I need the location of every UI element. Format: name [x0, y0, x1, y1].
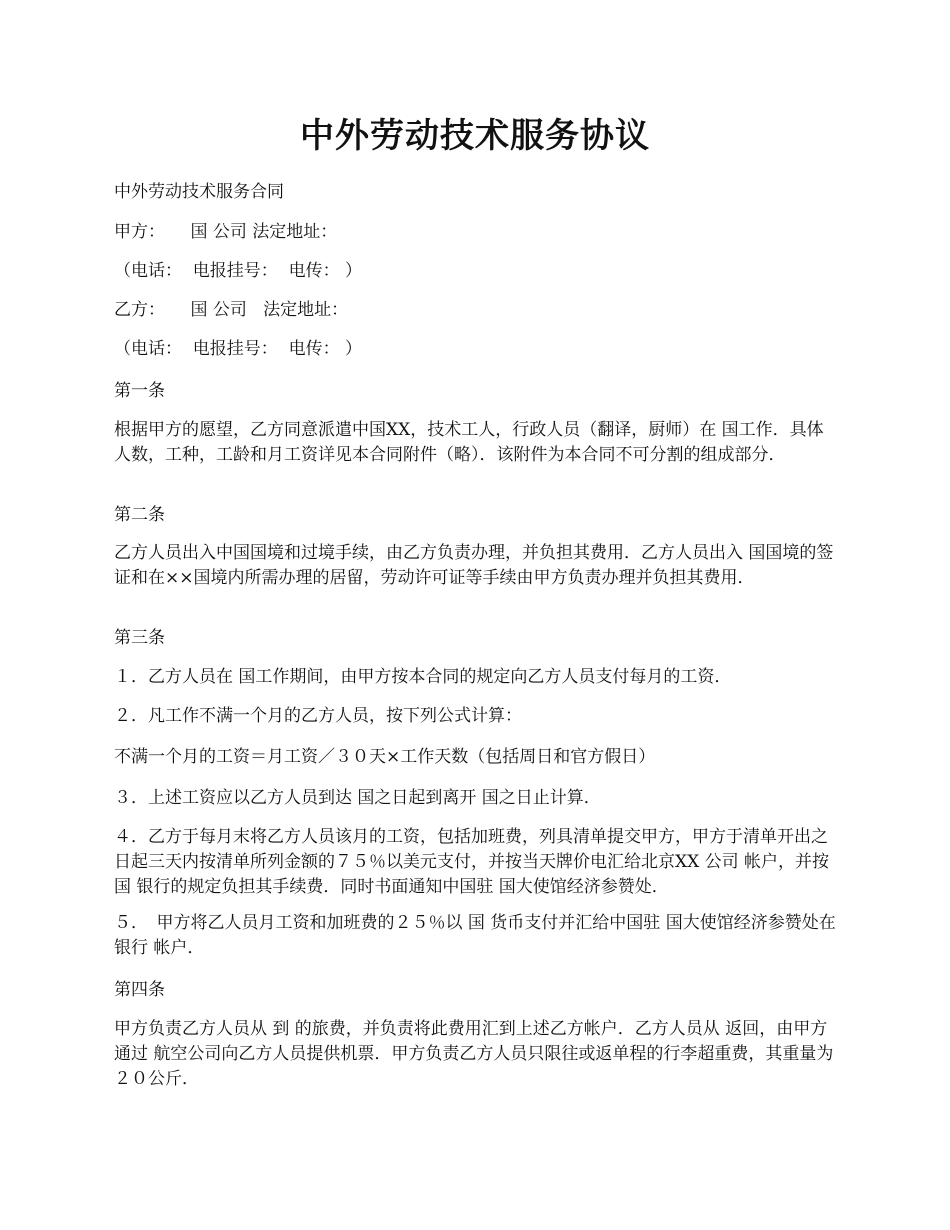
article-3-item-5: ５． 甲方将乙人员月工资和加班费的２５％以 国 货币支付并汇给中国驻 国大使馆经济参赞处在 银行 帐户． — [114, 913, 842, 958]
article-2-heading: 第二条 — [114, 505, 165, 525]
article-3-formula: 不满一个月的工资＝月工资／３０天×工作天数（包括周日和官方假日） — [114, 747, 656, 767]
article-4-body: 甲方负责乙方人员从 到 的旅费，并负责将此费用汇到上述乙方帐户．乙方人员从 返回，由甲方通过 航空公司向乙方人员提供机票．甲方负责乙方人员只限往或返单程的行李超重费，其重量为２０公斤． — [114, 1019, 834, 1089]
article-1-heading: 第一条 — [114, 381, 165, 401]
article-3-item-2: ２．凡工作不满一个月的乙方人员，按下列公式计算： — [114, 706, 522, 726]
party-b-line: 乙方： 国 公司 法定地址： — [114, 300, 349, 320]
article-3-item-3: ３．上述工资应以乙方人员到达 国之日起到离开 国之日止计算． — [114, 788, 601, 808]
party-b-contact: （电话： 电报挂号： 电传： ） — [114, 339, 363, 359]
party-a-contact: （电话： 电报挂号： 电传： ） — [114, 261, 363, 281]
party-a-line: 甲方： 国 公司 法定地址： — [114, 222, 338, 242]
article-3-item-4: ４．乙方于每月末将乙方人员该月的工资，包括加班费，列具清单提交甲方，甲方于清单开出之日起三天内按清单所列金额的７５％以美元支付，并按当天牌价电汇给北京XX 公司 帐户，并按 国 银行的规定负担其手续费．同时书面通知中国驻 国大使馆经济参赞处． — [114, 827, 835, 897]
article-3-heading: 第三条 — [114, 628, 165, 648]
document-title: 中外劳动技术服务协议 — [300, 116, 650, 156]
article-1-body: 根据甲方的愿望，乙方同意派遣中国XX，技术工人，行政人员（翻译，厨师）在 国工作．具体人数，工种，工龄和月工资详见本合同附件（略）．该附件为本合同不可分割的组成部分． — [114, 420, 824, 465]
article-4-heading: 第四条 — [114, 980, 165, 1000]
article-2-body: 乙方人员出入中国国境和过境手续，由乙方负责办理，并负担其费用．乙方人员出入 国国境的签证和在××国境内所需办理的居留，劳动许可证等手续由甲方负责办理并负担其费用． — [114, 543, 834, 588]
contract-subtitle: 中外劳动技术服务合同 — [114, 182, 284, 202]
article-3-item-1: １．乙方人员在 国工作期间，由甲方按本合同的规定向乙方人员支付每月的工资． — [114, 667, 732, 687]
